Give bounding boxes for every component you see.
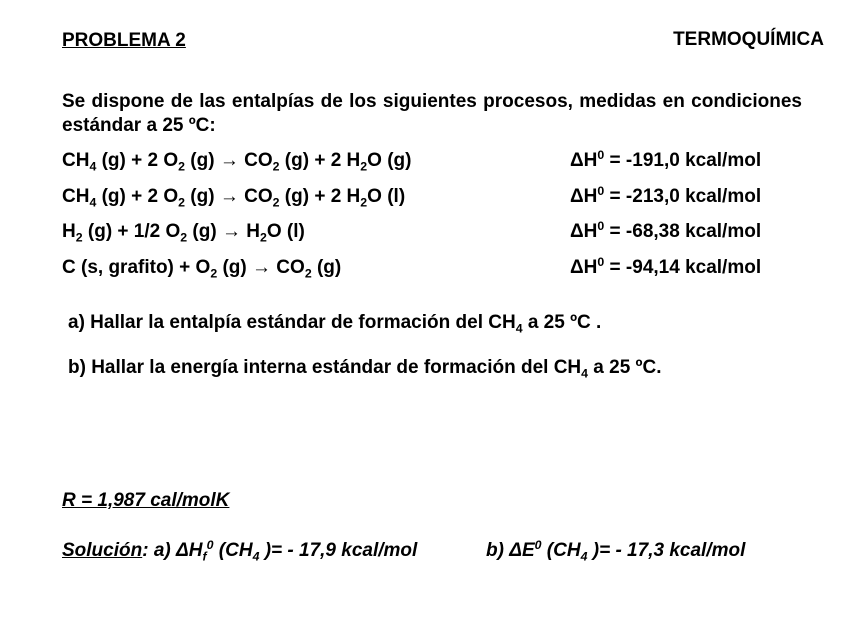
gas-constant: R = 1,987 cal/molK bbox=[62, 490, 230, 511]
reaction-equation-2: $CH_4$ (g) + 2 $O_2$ $(g) \to CO_2$ (g) + 2 $H_2O$ (l) bbox=[62, 186, 406, 210]
solution-a-text: : a) $\Delta H_f^0$ ($CH_4$ )= - 17,9 kcal/mol bbox=[142, 538, 418, 564]
reaction-enthalpy-4: $\Delta H^0 = -94,14$ kcal/mol bbox=[570, 255, 762, 278]
question-b: b) Hallar la energía interna estándar de formación del $CH_4$ a 25 ºC. bbox=[68, 357, 662, 381]
reaction-enthalpy-2: $\Delta H^0 = -213,0$ kcal/mol bbox=[570, 184, 762, 207]
reaction-equation-4: C (s, grafito) + $O_2$ $(g) \to CO_2$ (g) bbox=[62, 257, 342, 281]
reaction-equation-1: $CH_4$ (g) + 2 $O_2$ $(g) \to CO_2$ (g) + 2 $H_2O$ (g) bbox=[62, 150, 412, 174]
reaction-equation-3: $H_2$ (g) + 1/2 $O_2$ $(g) \to H_2O$ (l) bbox=[62, 221, 305, 245]
solution-label: Solución bbox=[62, 540, 143, 561]
reaction-enthalpy-1: $\Delta H^0 = -191,0$ kcal/mol bbox=[570, 148, 762, 171]
topic-title: TERMOQUÍMICA bbox=[673, 29, 824, 50]
solution-a bbox=[62, 540, 417, 562]
question-a: a) Hallar la entalpía estándar de formación del $CH_4$ a 25 ºC . bbox=[68, 312, 602, 336]
intro-paragraph: Se dispone de las entalpías de los siguientes procesos, medidas en condiciones estándar a 25 ºC: bbox=[62, 91, 802, 136]
solution-b: b) $\Delta E^0$ ($CH_4$ )= - 17,3 kcal/mol bbox=[486, 538, 746, 564]
problem-title: PROBLEMA 2 bbox=[62, 30, 186, 51]
reaction-enthalpy-3: $\Delta H^0 = -68,38$ kcal/mol bbox=[570, 219, 762, 242]
